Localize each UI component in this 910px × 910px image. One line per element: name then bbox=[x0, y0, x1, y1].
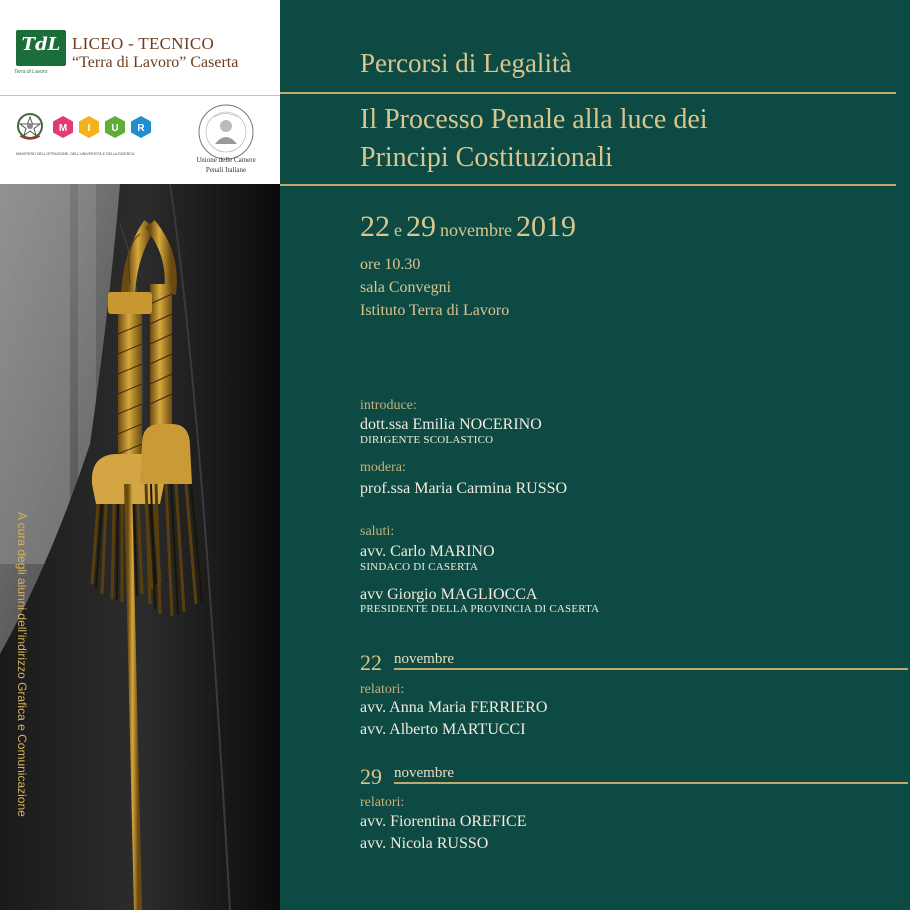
event-room: sala Convegni bbox=[360, 279, 452, 296]
date-day2: 29 bbox=[406, 210, 436, 243]
ucpi-caption-line2: Penali Italiane bbox=[205, 166, 247, 174]
school-name-line2: “Terra di Lavoro” Caserta bbox=[72, 54, 239, 71]
svg-text:I: I bbox=[87, 123, 91, 134]
modera-label: modera: bbox=[360, 460, 406, 475]
ucpi-caption-line1: Unione delle Camere bbox=[196, 156, 256, 164]
svg-text:U: U bbox=[111, 123, 119, 134]
date-day1: 22 bbox=[360, 210, 390, 243]
introduce-role: DIRIGENTE SCOLASTICO bbox=[360, 434, 494, 446]
miur-logo-icon bbox=[52, 116, 167, 138]
saluti-role2: PRESIDENTE DELLA PROVINCIA DI CASERTA bbox=[360, 603, 600, 615]
school-name-line1: LICEO - TECNICO bbox=[72, 34, 215, 53]
toga-tassels-image bbox=[0, 184, 280, 910]
day2-number: 29 bbox=[360, 764, 382, 789]
introduce-name: dott.ssa Emilia NOCERINO bbox=[360, 416, 542, 433]
day1-number: 22 bbox=[360, 650, 382, 675]
day2-relatori-label: relatori: bbox=[360, 795, 405, 810]
event-time: ore 10.30 bbox=[360, 256, 421, 273]
school-logo-caption: Terra di Lavoro bbox=[14, 69, 48, 75]
event-title-line1: Il Processo Penale alla luce dei bbox=[360, 104, 708, 135]
title-rule bbox=[280, 184, 896, 186]
introduce-label: introduce: bbox=[360, 398, 417, 413]
event-date bbox=[360, 210, 576, 244]
day1-relatori-label: relatori: bbox=[360, 682, 405, 697]
school-header bbox=[0, 0, 280, 96]
day2-rule bbox=[394, 782, 908, 784]
modera-name: prof.ssa Maria Carmina RUSSO bbox=[360, 480, 568, 497]
day2-speaker2: avv. Nicola RUSSO bbox=[360, 835, 489, 852]
svg-text:M: M bbox=[58, 123, 68, 134]
day1-speaker2: avv. Alberto MARTUCCI bbox=[360, 721, 526, 738]
day1-month: novembre bbox=[394, 651, 454, 667]
left-column bbox=[0, 0, 280, 910]
miur-caption: MINISTERO DELL'ISTRUZIONE, DELL'UNIVERSITÀ E DELLA RICERCA bbox=[16, 152, 135, 156]
saluti-name2: avv Giorgio MAGLIOCCA bbox=[360, 586, 538, 603]
day1-rule bbox=[394, 668, 908, 670]
saluti-label: saluti: bbox=[360, 524, 395, 539]
school-logo bbox=[16, 30, 66, 66]
italian-republic-emblem-icon bbox=[16, 112, 44, 142]
day2-month: novembre bbox=[394, 765, 454, 781]
saluti-name1: avv. Carlo MARINO bbox=[360, 543, 495, 560]
event-title-line2: Principi Costituzionali bbox=[360, 142, 613, 173]
series-title: Percorsi di Legalità bbox=[360, 48, 572, 78]
day1-speaker1: avv. Anna Maria FERRIERO bbox=[360, 699, 548, 716]
svg-text:R: R bbox=[137, 123, 145, 134]
partner-logos bbox=[0, 96, 280, 184]
date-month: novembre bbox=[440, 220, 512, 240]
date-year: 2019 bbox=[515, 210, 576, 243]
credit-vertical-text: A cura degli alunni dell’indirizzo Grafica e Comunicazione bbox=[15, 512, 29, 817]
date-conj: e bbox=[394, 220, 402, 240]
toga-photo bbox=[0, 184, 280, 910]
top-rule bbox=[280, 92, 896, 94]
day2-speaker1: avv. Fiorentina OREFICE bbox=[360, 813, 527, 830]
event-venue: Istituto Terra di Lavoro bbox=[360, 302, 510, 319]
school-logo-text: TdL bbox=[21, 34, 61, 55]
saluti-role1: SINDACO DI CASERTA bbox=[360, 561, 479, 573]
